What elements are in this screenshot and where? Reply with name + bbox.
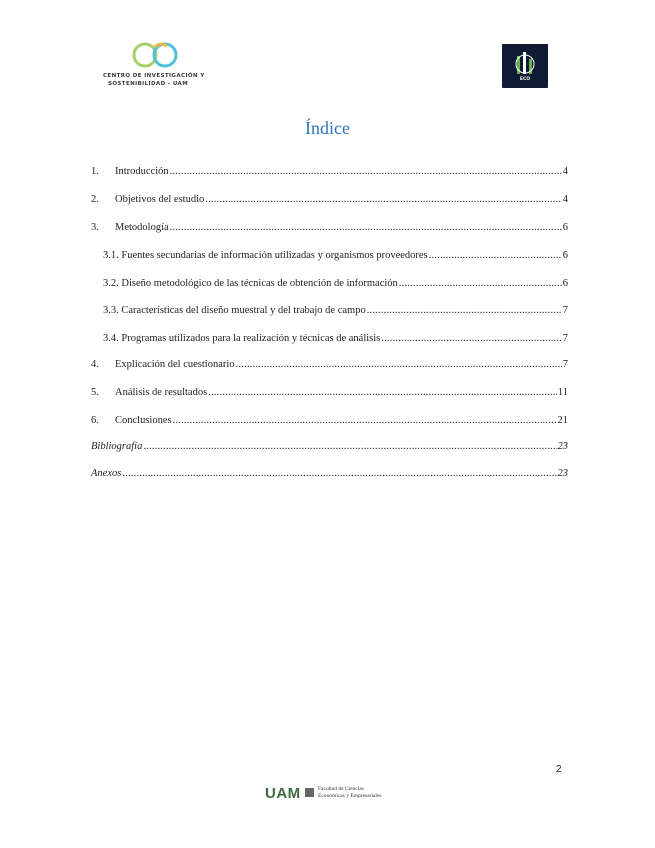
toc-entry-page: 21 xyxy=(557,415,568,426)
toc-leader-dots xyxy=(208,387,557,399)
toc-entry-number: 6. xyxy=(91,415,99,426)
toc-leader-dots xyxy=(399,278,562,290)
toc-entry-label: 3.3. Características del diseño muestral y del trabajo de campo xyxy=(103,305,366,316)
toc-entry-3-3[interactable] xyxy=(103,303,568,317)
toc-leader-dots xyxy=(429,250,562,262)
toc-leader-dots xyxy=(143,441,556,453)
faculty-name xyxy=(318,786,382,800)
toc-entry-page: 4 xyxy=(562,166,568,177)
toc-entry-number: 5. xyxy=(91,387,99,398)
toc-entry-label: Objetivos del estudio xyxy=(115,194,205,205)
toc-entry-metodologia[interactable] xyxy=(91,220,568,234)
toc-entry-number: 4. xyxy=(91,359,99,370)
toc-entry-page: 23 xyxy=(557,441,568,452)
toc-entry-3-1[interactable] xyxy=(103,248,568,262)
toc-leader-dots xyxy=(236,359,562,371)
toc-entry-page: 4 xyxy=(562,194,568,205)
toc-leader-dots xyxy=(170,222,562,234)
toc-entry-page: 7 xyxy=(562,333,568,344)
eco-logo-label: ECO xyxy=(519,77,531,82)
toc-entry-conclusiones[interactable] xyxy=(91,413,568,427)
faculty-square-icon xyxy=(305,788,314,797)
toc-entry-page: 6 xyxy=(562,250,568,261)
toc-entry-label: Introducción xyxy=(115,166,169,177)
faculty-line1: Facultad de Ciencias xyxy=(318,786,364,792)
toc-entry-number: 1. xyxy=(91,166,99,177)
toc-entry-objetivos[interactable] xyxy=(91,192,568,206)
toc-leader-dots xyxy=(367,305,562,317)
toc-entry-number: 2. xyxy=(91,194,99,205)
footer-logos xyxy=(265,783,395,803)
toc-entry-page: 23 xyxy=(557,468,568,479)
uam-logo: UAM xyxy=(265,785,301,802)
toc-leader-dots xyxy=(122,468,556,480)
logo-text-line1: CENTRO DE INVESTIGACIÓN Y xyxy=(103,73,205,79)
eco-logo xyxy=(502,44,548,88)
toc-leader-dots xyxy=(205,194,562,206)
toc-entry-label: 3.1. Fuentes secundarias de información utilizadas y organismos proveedores xyxy=(103,250,428,261)
toc-entry-label: Anexos xyxy=(91,468,122,479)
toc-entry-label: Metodología xyxy=(115,222,169,233)
toc-leader-dots xyxy=(381,333,561,345)
toc-entry-label: 3.4. Programas utilizados para la realización y técnicas de análisis xyxy=(103,333,381,344)
toc-entry-page: 7 xyxy=(562,359,568,370)
rings-logo-icon xyxy=(103,40,238,72)
toc-entry-number: 3. xyxy=(91,222,99,233)
toc-entry-label: Explicación del cuestionario xyxy=(115,359,235,370)
toc-entry-label: Análisis de resultados xyxy=(115,387,208,398)
toc-entry-bibliografia[interactable] xyxy=(91,439,568,453)
toc-entry-label: 3.2. Diseño metodológico de las técnicas de obtención de información xyxy=(103,278,398,289)
page-title: Índice xyxy=(305,118,350,138)
toc-entry-label: Conclusiones xyxy=(115,415,172,426)
toc-leader-dots xyxy=(170,166,562,178)
toc-entry-cuestionario[interactable] xyxy=(91,357,568,371)
toc-entry-introduccion[interactable] xyxy=(91,164,568,178)
toc-entry-page: 11 xyxy=(557,387,568,398)
toc-leader-dots xyxy=(173,415,557,427)
toc-entry-3-2[interactable] xyxy=(103,276,568,290)
toc-entry-page: 6 xyxy=(562,222,568,233)
toc-entry-page: 6 xyxy=(562,278,568,289)
research-center-logo xyxy=(103,40,238,92)
logo-text-line2: SOSTENIBILIDAD - UAM xyxy=(108,81,189,87)
toc-entry-analisis[interactable] xyxy=(91,385,568,399)
toc-entry-3-4[interactable] xyxy=(103,331,568,345)
toc-entry-label: Bibliografía xyxy=(91,441,143,452)
toc-entry-anexos[interactable] xyxy=(91,466,568,480)
toc-entry-page: 7 xyxy=(562,305,568,316)
faculty-line2: Económicas y Empresariales xyxy=(318,793,382,799)
page-number: 2 xyxy=(556,764,562,775)
